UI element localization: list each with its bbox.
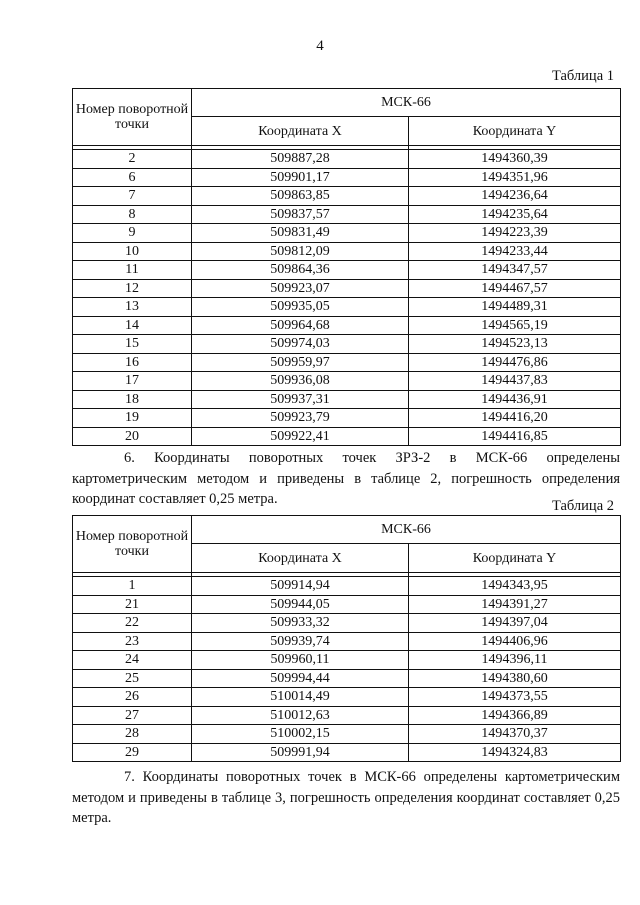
paragraph-6 bbox=[72, 448, 620, 510]
coord-x-cell: 510012,63 bbox=[192, 706, 409, 725]
table1 bbox=[72, 88, 621, 446]
table-row bbox=[73, 224, 621, 243]
coord-y-cell: 1494397,04 bbox=[409, 614, 621, 633]
coord-x-cell: 509837,57 bbox=[192, 205, 409, 224]
table2 bbox=[72, 515, 621, 762]
coord-y-cell: 1494565,19 bbox=[409, 316, 621, 335]
coord-x-cell: 509991,94 bbox=[192, 743, 409, 762]
table-row bbox=[73, 279, 621, 298]
table1-body bbox=[73, 150, 621, 446]
point-number-cell: 23 bbox=[73, 632, 192, 651]
coord-y-cell: 1494436,91 bbox=[409, 390, 621, 409]
point-number-cell: 6 bbox=[73, 168, 192, 187]
point-number-cell: 22 bbox=[73, 614, 192, 633]
coord-y-cell: 1494373,55 bbox=[409, 688, 621, 707]
coord-y-cell: 1494396,11 bbox=[409, 651, 621, 670]
coord-x-cell: 509887,28 bbox=[192, 150, 409, 169]
point-number-cell: 27 bbox=[73, 706, 192, 725]
table1-caption: Таблица 1 bbox=[551, 68, 614, 84]
coord-y-cell: 1494235,64 bbox=[409, 205, 621, 224]
coord-x-cell: 509959,97 bbox=[192, 353, 409, 372]
table2-header-y: Координата Y bbox=[409, 544, 621, 573]
coord-y-cell: 1494236,64 bbox=[409, 187, 621, 206]
point-number-cell: 28 bbox=[73, 725, 192, 744]
point-number-cell: 21 bbox=[73, 595, 192, 614]
table-row bbox=[73, 614, 621, 633]
table-row bbox=[73, 651, 621, 670]
coord-x-cell: 509960,11 bbox=[192, 651, 409, 670]
paragraph-7 bbox=[72, 767, 620, 829]
point-number-cell: 9 bbox=[73, 224, 192, 243]
table-row bbox=[73, 390, 621, 409]
coord-x-cell: 509923,79 bbox=[192, 409, 409, 428]
table2-body bbox=[73, 577, 621, 762]
coord-x-cell: 509914,94 bbox=[192, 577, 409, 596]
point-number-cell: 20 bbox=[73, 427, 192, 446]
point-number-cell: 1 bbox=[73, 577, 192, 596]
coord-x-cell: 509831,49 bbox=[192, 224, 409, 243]
table2-caption: Таблица 2 bbox=[551, 498, 614, 514]
coord-x-cell: 509964,68 bbox=[192, 316, 409, 335]
table2-header-x: Координата X bbox=[192, 544, 409, 573]
coord-y-cell: 1494437,83 bbox=[409, 372, 621, 391]
coord-y-cell: 1494351,96 bbox=[409, 168, 621, 187]
table-row bbox=[73, 298, 621, 317]
coord-y-cell: 1494467,57 bbox=[409, 279, 621, 298]
coord-x-cell: 509936,08 bbox=[192, 372, 409, 391]
table-row bbox=[73, 335, 621, 354]
point-number-cell: 12 bbox=[73, 279, 192, 298]
table-row bbox=[73, 168, 621, 187]
point-number-cell: 26 bbox=[73, 688, 192, 707]
coord-x-cell: 509939,74 bbox=[192, 632, 409, 651]
coord-x-cell: 509923,07 bbox=[192, 279, 409, 298]
coord-x-cell: 509864,36 bbox=[192, 261, 409, 280]
table-row bbox=[73, 595, 621, 614]
table1-header-system: МСК-66 bbox=[192, 89, 621, 117]
table-row bbox=[73, 409, 621, 428]
table-row bbox=[73, 725, 621, 744]
table-row bbox=[73, 372, 621, 391]
point-number-cell: 24 bbox=[73, 651, 192, 670]
coord-x-cell: 509937,31 bbox=[192, 390, 409, 409]
point-number-cell: 15 bbox=[73, 335, 192, 354]
point-number-cell: 13 bbox=[73, 298, 192, 317]
coord-y-cell: 1494416,20 bbox=[409, 409, 621, 428]
coord-x-cell: 510014,49 bbox=[192, 688, 409, 707]
point-number-cell: 16 bbox=[73, 353, 192, 372]
coord-x-cell: 509974,03 bbox=[192, 335, 409, 354]
point-number-cell: 8 bbox=[73, 205, 192, 224]
coord-y-cell: 1494406,96 bbox=[409, 632, 621, 651]
table-row bbox=[73, 261, 621, 280]
coord-x-cell: 509944,05 bbox=[192, 595, 409, 614]
coord-y-cell: 1494343,95 bbox=[409, 577, 621, 596]
point-number-cell: 2 bbox=[73, 150, 192, 169]
coord-y-cell: 1494324,83 bbox=[409, 743, 621, 762]
coord-y-cell: 1494523,13 bbox=[409, 335, 621, 354]
coord-x-cell: 509901,17 bbox=[192, 168, 409, 187]
point-number-cell: 11 bbox=[73, 261, 192, 280]
coord-y-cell: 1494223,39 bbox=[409, 224, 621, 243]
table-row bbox=[73, 632, 621, 651]
coord-x-cell: 509863,85 bbox=[192, 187, 409, 206]
point-number-cell: 7 bbox=[73, 187, 192, 206]
table-row bbox=[73, 353, 621, 372]
table1-header-x: Координата X bbox=[192, 117, 409, 146]
table-row bbox=[73, 577, 621, 596]
coord-y-cell: 1494233,44 bbox=[409, 242, 621, 261]
table-row bbox=[73, 743, 621, 762]
coord-x-cell: 510002,15 bbox=[192, 725, 409, 744]
point-number-cell: 17 bbox=[73, 372, 192, 391]
point-number-cell: 29 bbox=[73, 743, 192, 762]
coord-x-cell: 509994,44 bbox=[192, 669, 409, 688]
table1-header-y: Координата Y bbox=[409, 117, 621, 146]
table2-header-system: МСК-66 bbox=[192, 516, 621, 544]
coord-y-cell: 1494380,60 bbox=[409, 669, 621, 688]
page-number: 4 bbox=[316, 38, 324, 54]
table-row bbox=[73, 669, 621, 688]
table1-header-point: Номер поворотной точки bbox=[73, 89, 192, 146]
table-row bbox=[73, 205, 621, 224]
table-row bbox=[73, 688, 621, 707]
coord-y-cell: 1494347,57 bbox=[409, 261, 621, 280]
table2-header-point: Номер поворотной точки bbox=[73, 516, 192, 573]
point-number-cell: 25 bbox=[73, 669, 192, 688]
paragraph-7-text: 7. Координаты поворотных точек в МСК-66 определены картометрическим методом и приведены в таблице 3, погрешность определения координат составляет 0,25 метра. bbox=[72, 769, 620, 826]
coord-y-cell: 1494370,37 bbox=[409, 725, 621, 744]
coord-y-cell: 1494476,86 bbox=[409, 353, 621, 372]
point-number-cell: 14 bbox=[73, 316, 192, 335]
coord-y-cell: 1494391,27 bbox=[409, 595, 621, 614]
point-number-cell: 18 bbox=[73, 390, 192, 409]
table-row bbox=[73, 187, 621, 206]
table-row bbox=[73, 316, 621, 335]
table-row bbox=[73, 242, 621, 261]
coord-x-cell: 509933,32 bbox=[192, 614, 409, 633]
coord-y-cell: 1494416,85 bbox=[409, 427, 621, 446]
table-row bbox=[73, 427, 621, 446]
table-row bbox=[73, 150, 621, 169]
point-number-cell: 10 bbox=[73, 242, 192, 261]
table-row bbox=[73, 706, 621, 725]
coord-y-cell: 1494366,89 bbox=[409, 706, 621, 725]
coord-y-cell: 1494360,39 bbox=[409, 150, 621, 169]
point-number-cell: 19 bbox=[73, 409, 192, 428]
coord-x-cell: 509922,41 bbox=[192, 427, 409, 446]
paragraph-6-text: 6. Координаты поворотных точек ЗРЗ-2 в МСК-66 определены картометрическим методом и приведены в таблице 2, погрешность определения координат составляет 0,25 метра. bbox=[72, 450, 620, 507]
coord-y-cell: 1494489,31 bbox=[409, 298, 621, 317]
coord-x-cell: 509812,09 bbox=[192, 242, 409, 261]
coord-x-cell: 509935,05 bbox=[192, 298, 409, 317]
